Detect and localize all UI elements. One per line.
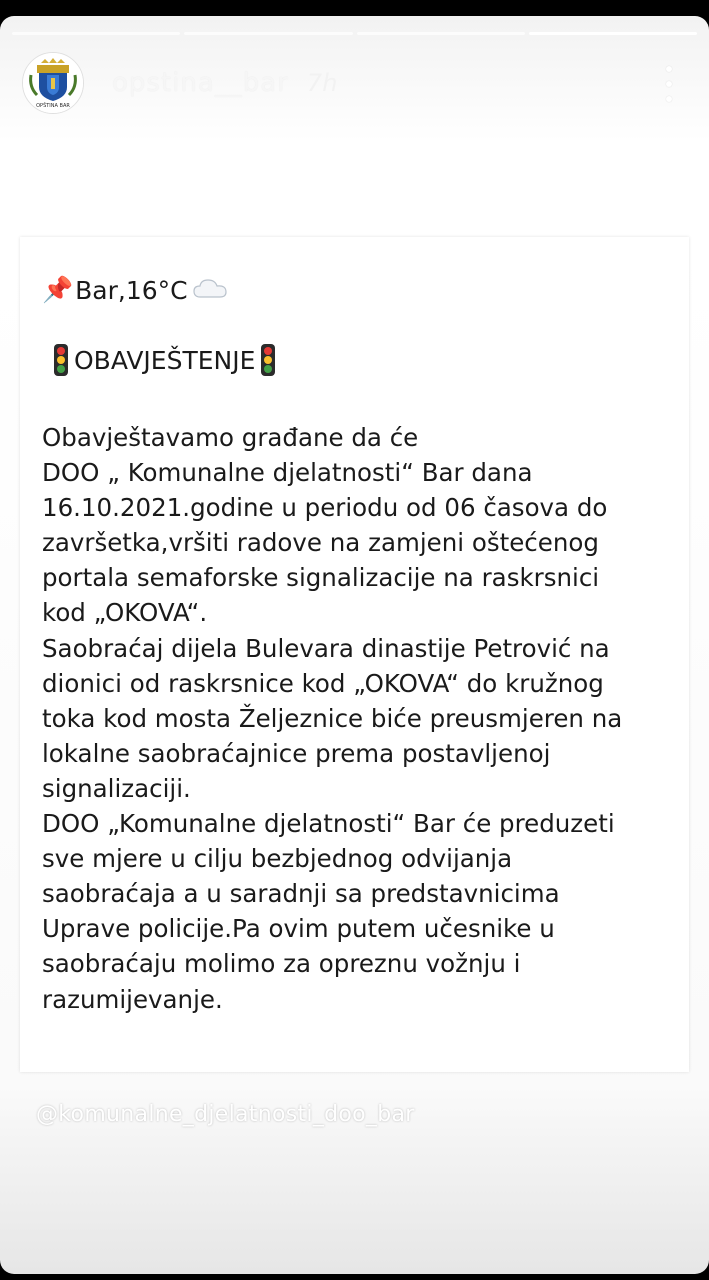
- body-line: saobraćaju molimo za opreznu vožnju i: [42, 949, 521, 979]
- mention-sticker[interactable]: @komunalne_djelatnosti_doo_bar: [36, 1102, 415, 1127]
- body-line: saobraćaja a u saradnji sa predstavnicima: [42, 879, 560, 909]
- body-line: sve mjere u cilju bezbjednog odvijanja: [42, 844, 513, 874]
- progress-segment: [184, 32, 352, 35]
- username[interactable]: opstina__bar: [112, 68, 289, 98]
- body-line: Saobraćaj dijela Bulevara dinastije Petrović na: [42, 633, 610, 663]
- avatar[interactable]: [22, 52, 84, 114]
- traffic-light-icon: [54, 344, 68, 376]
- body-line: kod „OKOVA“.: [42, 598, 208, 628]
- avatar-label: OPŠTINA BAR: [36, 103, 70, 109]
- announcement-body: [42, 420, 682, 1017]
- progress-segment: [357, 32, 525, 35]
- traffic-light-icon: [261, 344, 275, 376]
- more-vertical-icon[interactable]: [659, 66, 679, 102]
- story-progress-bar: [12, 32, 697, 35]
- pushpin-icon: 📌: [42, 275, 74, 304]
- cloud-icon: [192, 276, 228, 305]
- body-line: Uprave policije.Pa ovim putem učesnike u: [42, 914, 555, 944]
- body-line: Obavještavamo građane da će: [42, 423, 419, 452]
- body-line: signalizaciji.: [42, 773, 191, 803]
- announcement-title-row: [48, 344, 281, 376]
- weather-line: [42, 275, 228, 305]
- body-line: DOO „ Komunalne djelatnosti“ Bar dana: [42, 458, 533, 488]
- progress-segment-active: [529, 32, 697, 35]
- dot: [666, 96, 672, 102]
- weather-text: Bar,16°C: [75, 275, 188, 305]
- dot: [666, 66, 672, 72]
- dot: [666, 81, 672, 87]
- body-line: lokalne saobraćajnice prema postavljenoj: [42, 738, 551, 768]
- body-line: portala semaforske signalizacije na raskrsnici: [42, 563, 600, 593]
- body-line: toka kod mosta Željeznice biće preusmjeren na: [42, 703, 623, 733]
- body-line: dionici od raskrsnice kod „OKOVA“ do kružnog: [42, 668, 604, 698]
- body-line: razumijevanje.: [42, 984, 223, 1014]
- post-time: 7h: [306, 69, 338, 97]
- announcement-card: [20, 237, 689, 1072]
- body-line: završetka,vršiti radove na zamjeni oštećenog: [42, 528, 599, 558]
- announcement-title: OBAVJEŠTENJE: [74, 345, 256, 375]
- body-line: 16.10.2021.godine u periodu od 06 časova do: [42, 493, 608, 523]
- story-header: [22, 52, 679, 114]
- story-view[interactable]: [0, 16, 709, 1274]
- body-line: DOO „Komunalne djelatnosti“ Bar će preduzeti: [42, 809, 615, 839]
- progress-segment: [12, 32, 180, 35]
